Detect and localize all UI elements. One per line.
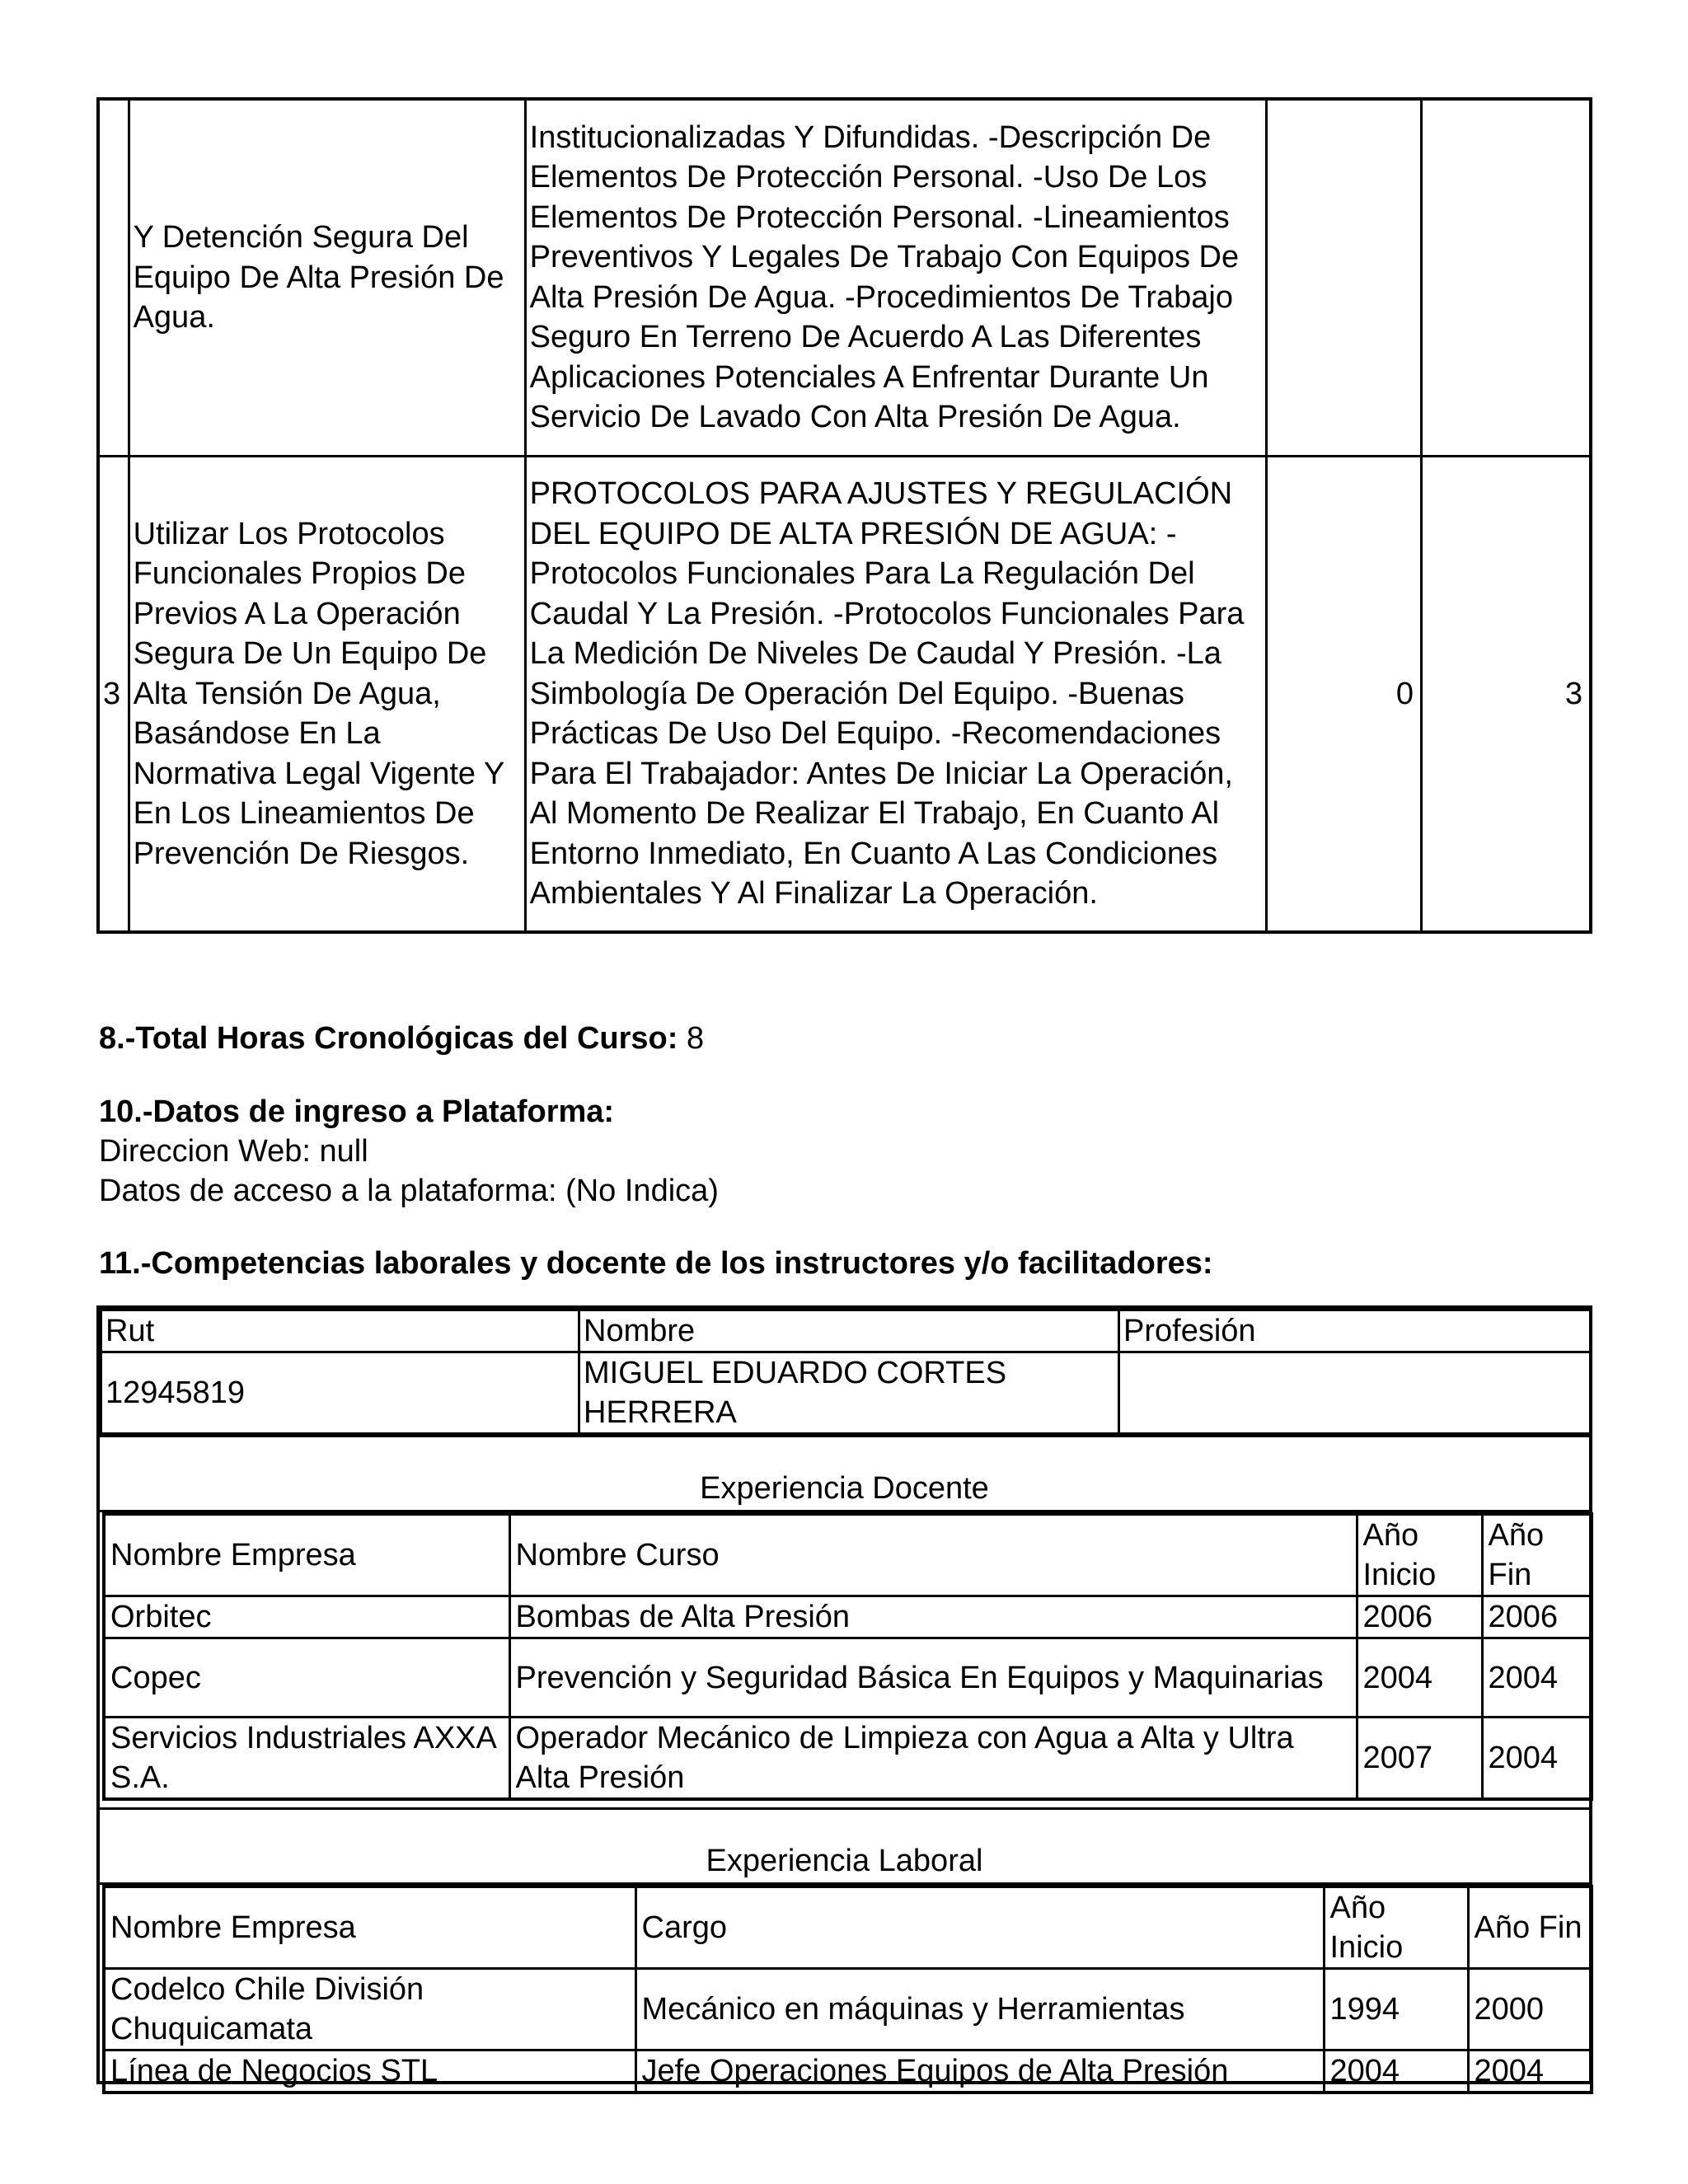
fin-cell: 2004: [1482, 1638, 1592, 1718]
objective-cell: Utilizar Los Protocolos Funcionales Propios De Previos A La Operación Segura De Un Equipo De Alta Tensión De Agua, Basándose En La Normativa Legal Vigente Y En Los Lineamientos De Prevención De Riesgos.: [129, 456, 525, 932]
inicio-cell: 2004: [1357, 1638, 1482, 1718]
fin-cell: 2004: [1482, 1718, 1592, 1800]
row-number: [98, 99, 129, 456]
header-fin: Año Fin: [1468, 1886, 1592, 1969]
total-hours-label: 8.-Total Horas Cronológicas del Curso:: [99, 1021, 678, 1056]
docente-title-band: [100, 1435, 1589, 1512]
table-row: [104, 1886, 1592, 1969]
platform-web-line: Direccion Web: null: [99, 1134, 368, 1169]
table-row: [98, 99, 1591, 456]
header-rut: Rut: [101, 1310, 579, 1352]
header-empresa: Nombre Empresa: [104, 1886, 635, 1969]
empresa-cell: Orbitec: [104, 1596, 509, 1638]
row-number: 3: [98, 456, 129, 932]
inicio-cell: 2006: [1357, 1596, 1482, 1638]
total-hours-value: 8: [686, 1021, 705, 1056]
hours-practice-cell: [1422, 99, 1591, 456]
fin-cell: 2004: [1468, 2050, 1592, 2093]
content-cell: PROTOCOLOS PARA AJUSTES Y REGULACIÓN DEL EQUIPO DE ALTA PRESIÓN DE AGUA: -Protocolos Funcionales Para La Regulación Del Caudal Y La Presión. -Protocolos Funcionales Para La Medición De Niveles De Caudal Y Presión. -La Simbología De Operación Del Equipo. -Buenas Prácticas De Uso Del Equipo. -Recomendaciones Para El Trabajador: Antes De Iniciar La Operación, Al Momento De Realizar El Trabajo, En Cuanto Al Entorno Inmediato, En Cuanto A Las Condiciones Ambientales Y Al Finalizar La Operación.: [525, 456, 1266, 932]
header-profesion: Profesión: [1119, 1310, 1591, 1352]
table-row: [104, 2050, 1592, 2093]
empresa-cell: Copec: [104, 1638, 509, 1718]
docente-table: [102, 1512, 1593, 1801]
table-row: [104, 1718, 1592, 1800]
table-row: [101, 1352, 1591, 1434]
inicio-cell: 2007: [1357, 1718, 1482, 1800]
competencias-heading: 11.-Competencias laborales y docente de los instructores y/o facilitadores:: [99, 1246, 1213, 1281]
table-row: [104, 1514, 1592, 1596]
empresa-cell: Codelco Chile División Chuquicamata: [104, 1969, 635, 2050]
header-curso: Nombre Curso: [509, 1514, 1357, 1596]
header-inicio: Año Inicio: [1324, 1886, 1468, 1969]
header-inicio: Año Inicio: [1357, 1514, 1482, 1596]
instructor-profesion: [1119, 1352, 1591, 1434]
header-nombre: Nombre: [579, 1310, 1119, 1352]
table-row: [98, 456, 1591, 932]
curso-cell: Operador Mecánico de Limpieza con Agua a Alta y Ultra Alta Presión: [509, 1718, 1357, 1800]
curso-cell: Prevención y Seguridad Básica En Equipos y Maquinarias: [509, 1638, 1357, 1718]
platform-heading: 10.-Datos de ingreso a Plataforma:: [99, 1094, 615, 1129]
platform-access-line: Datos de acceso a la plataforma: (No Indica): [99, 1174, 719, 1208]
docente-title: Experiencia Docente: [700, 1471, 989, 1506]
curso-cell: Bombas de Alta Presión: [509, 1596, 1357, 1638]
instructor-nombre: MIGUEL EDUARDO CORTES HERRERA: [579, 1352, 1119, 1434]
table-row: [104, 1969, 1592, 2050]
fin-cell: 2006: [1482, 1596, 1592, 1638]
header-empresa: Nombre Empresa: [104, 1514, 509, 1596]
hours-practice-cell: 3: [1422, 456, 1591, 932]
content-cell: Institucionalizadas Y Difundidas. -Descripción De Elementos De Protección Personal. -Uso De Los Elementos De Protección Personal. -Lineamientos Preventivos Y Legales De Trabajo Con Equipos De Alta Presión De Agua. -Procedimientos De Trabajo Seguro En Terreno De Acuerdo A Las Diferentes Aplicaciones Potenciales A Enfrentar Durante Un Servicio De Lavado Con Alta Presión De Agua.: [525, 99, 1266, 456]
empresa-cell: Línea de Negocios STL: [104, 2050, 635, 2093]
objective-cell: Y Detención Segura Del Equipo De Alta Presión De Agua.: [129, 99, 525, 456]
hours-theory-cell: 0: [1266, 456, 1421, 932]
laboral-title: Experiencia Laboral: [706, 1844, 983, 1878]
header-cargo: Cargo: [635, 1886, 1324, 1969]
table-row: [104, 1638, 1592, 1718]
empresa-cell: Servicios Industriales AXXA S.A.: [104, 1718, 509, 1800]
total-hours-line: [99, 1019, 704, 1058]
cargo-cell: Mecánico en máquinas y Herramientas: [635, 1969, 1324, 2050]
inicio-cell: 2004: [1324, 2050, 1468, 2093]
cargo-cell: Jefe Operaciones Equipos de Alta Presión: [635, 2050, 1324, 2093]
hours-theory-cell: [1266, 99, 1421, 456]
inicio-cell: 1994: [1324, 1969, 1468, 2050]
instructor-table: [100, 1309, 1592, 1435]
table-row: [104, 1596, 1592, 1638]
course-content-table: [96, 97, 1592, 934]
header-fin: Año Fin: [1482, 1514, 1592, 1596]
table-row: [101, 1310, 1591, 1352]
fin-cell: 2000: [1468, 1969, 1592, 2050]
instructor-block: [96, 1305, 1592, 2088]
laboral-title-band: [100, 1807, 1589, 1885]
laboral-table: [102, 1885, 1593, 2094]
instructor-rut: 12945819: [101, 1352, 579, 1434]
